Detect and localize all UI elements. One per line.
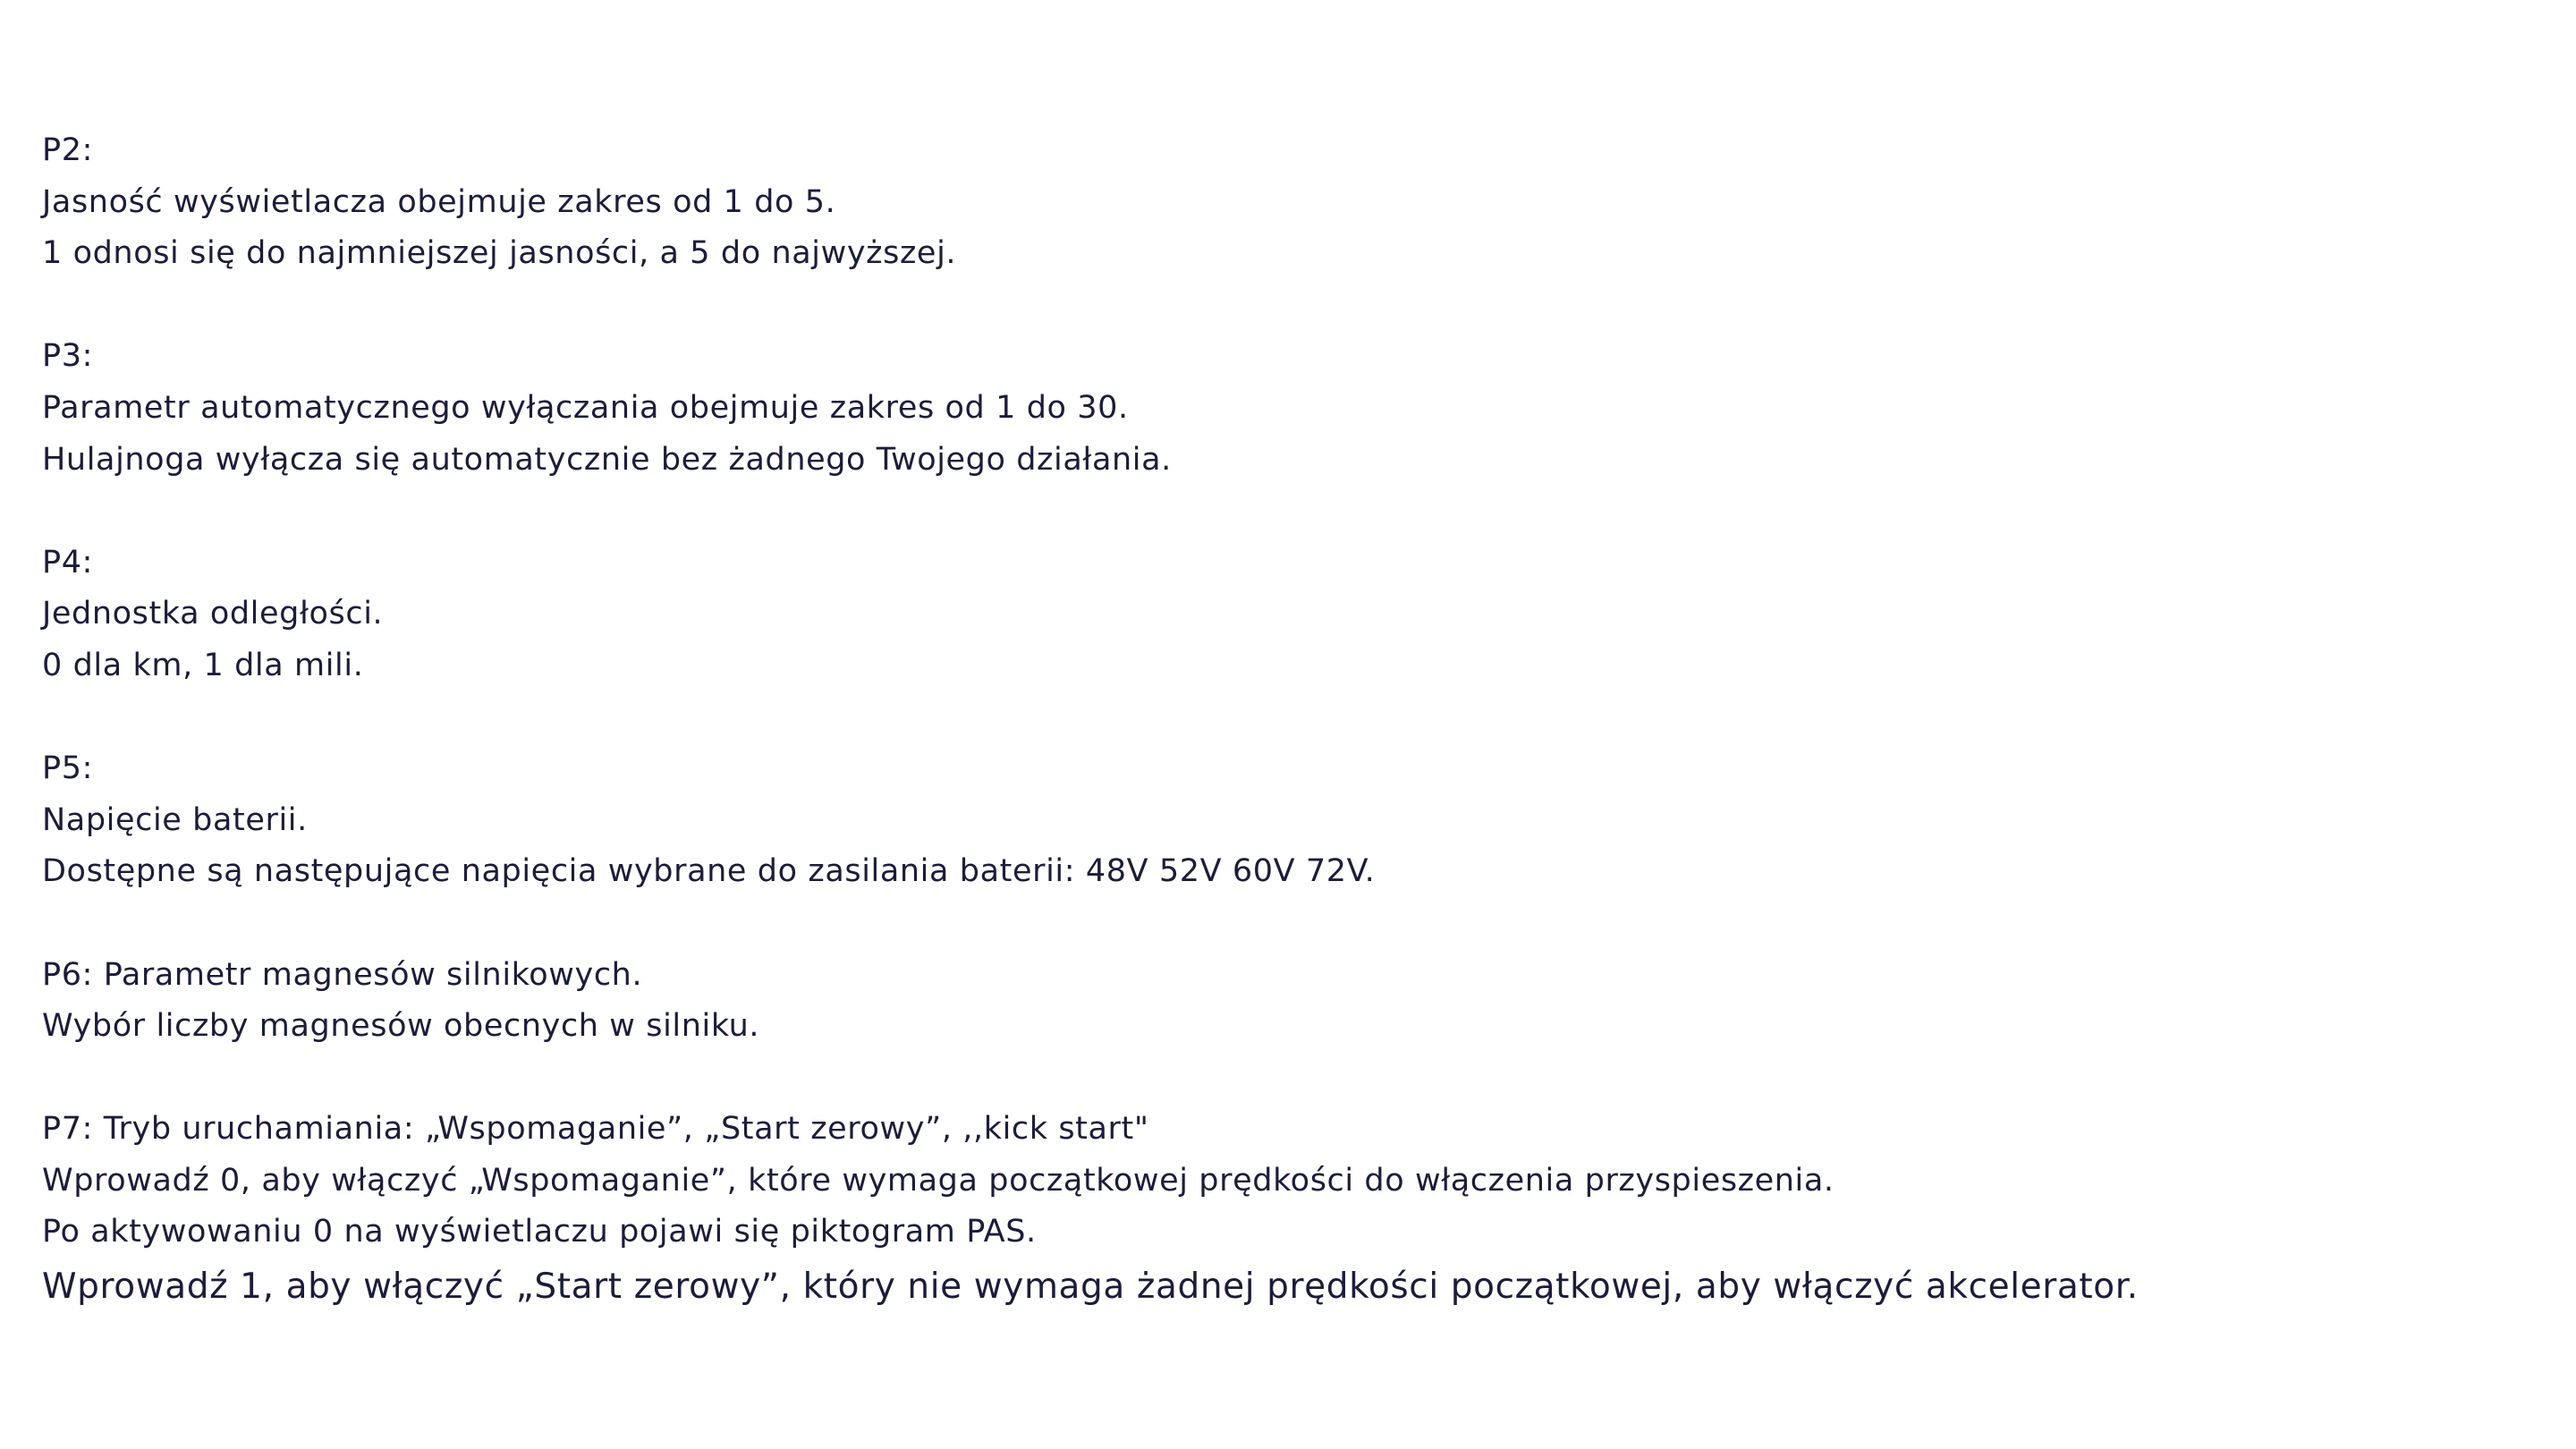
document-body	[42, 125, 2529, 1316]
paragraph-gap	[42, 692, 2529, 744]
section-heading: P3:	[42, 338, 93, 375]
section-heading: P5:	[42, 750, 93, 787]
text-line: 1 odnosi się do najmniejszej jasności, a 5 do najwyższej.	[42, 235, 957, 272]
section-heading: P6: Parametr magnesów silnikowych.	[42, 956, 643, 993]
section-p6	[42, 950, 2529, 1053]
section-p4	[42, 538, 2529, 692]
section-heading: P7: Tryb uruchamiania: „Wspomaganie”, „Start zerowy”, ,,kick start"	[42, 1111, 1149, 1148]
paragraph-gap	[42, 1053, 2529, 1105]
section-heading: P2:	[42, 132, 93, 168]
text-line: Wybór liczby magnesów obecnych w silniku.	[42, 1008, 760, 1045]
text-line: Parametr automatycznego wyłączania obejmuje zakres od 1 do 30.	[42, 389, 1129, 426]
section-p3	[42, 331, 2529, 486]
section-p2	[42, 125, 2529, 280]
section-p5	[42, 743, 2529, 898]
text-line: Jasność wyświetlacza obejmuje zakres od 1 do 5.	[42, 183, 836, 220]
text-line: Wprowadź 1, aby włączyć „Start zerowy”, który nie wymaga żadnej prędkości początkowej, aby włączyć akcelerator.	[42, 1267, 2139, 1308]
paragraph-gap	[42, 486, 2529, 538]
text-line: Hulajnoga wyłącza się automatycznie bez żadnego Twojego działania.	[42, 441, 1172, 478]
paragraph-gap	[42, 898, 2529, 950]
section-heading: P4:	[42, 544, 93, 580]
text-line: Po aktywowaniu 0 na wyświetlaczu pojawi się piktogram PAS.	[42, 1214, 1037, 1250]
section-p7	[42, 1104, 2529, 1316]
text-line: Jednostka odległości.	[42, 596, 384, 632]
text-line: Napięcie baterii.	[42, 801, 308, 838]
text-line: Wprowadź 0, aby włączyć „Wspomaganie”, które wymaga początkowej prędkości do włączenia przyspieszenia.	[42, 1162, 1835, 1199]
text-line: 0 dla km, 1 dla mili.	[42, 647, 364, 683]
text-line: Dostępne są następujące napięcia wybrane do zasilania baterii: 48V 52V 60V 72V.	[42, 853, 1376, 890]
paragraph-gap	[42, 280, 2529, 332]
